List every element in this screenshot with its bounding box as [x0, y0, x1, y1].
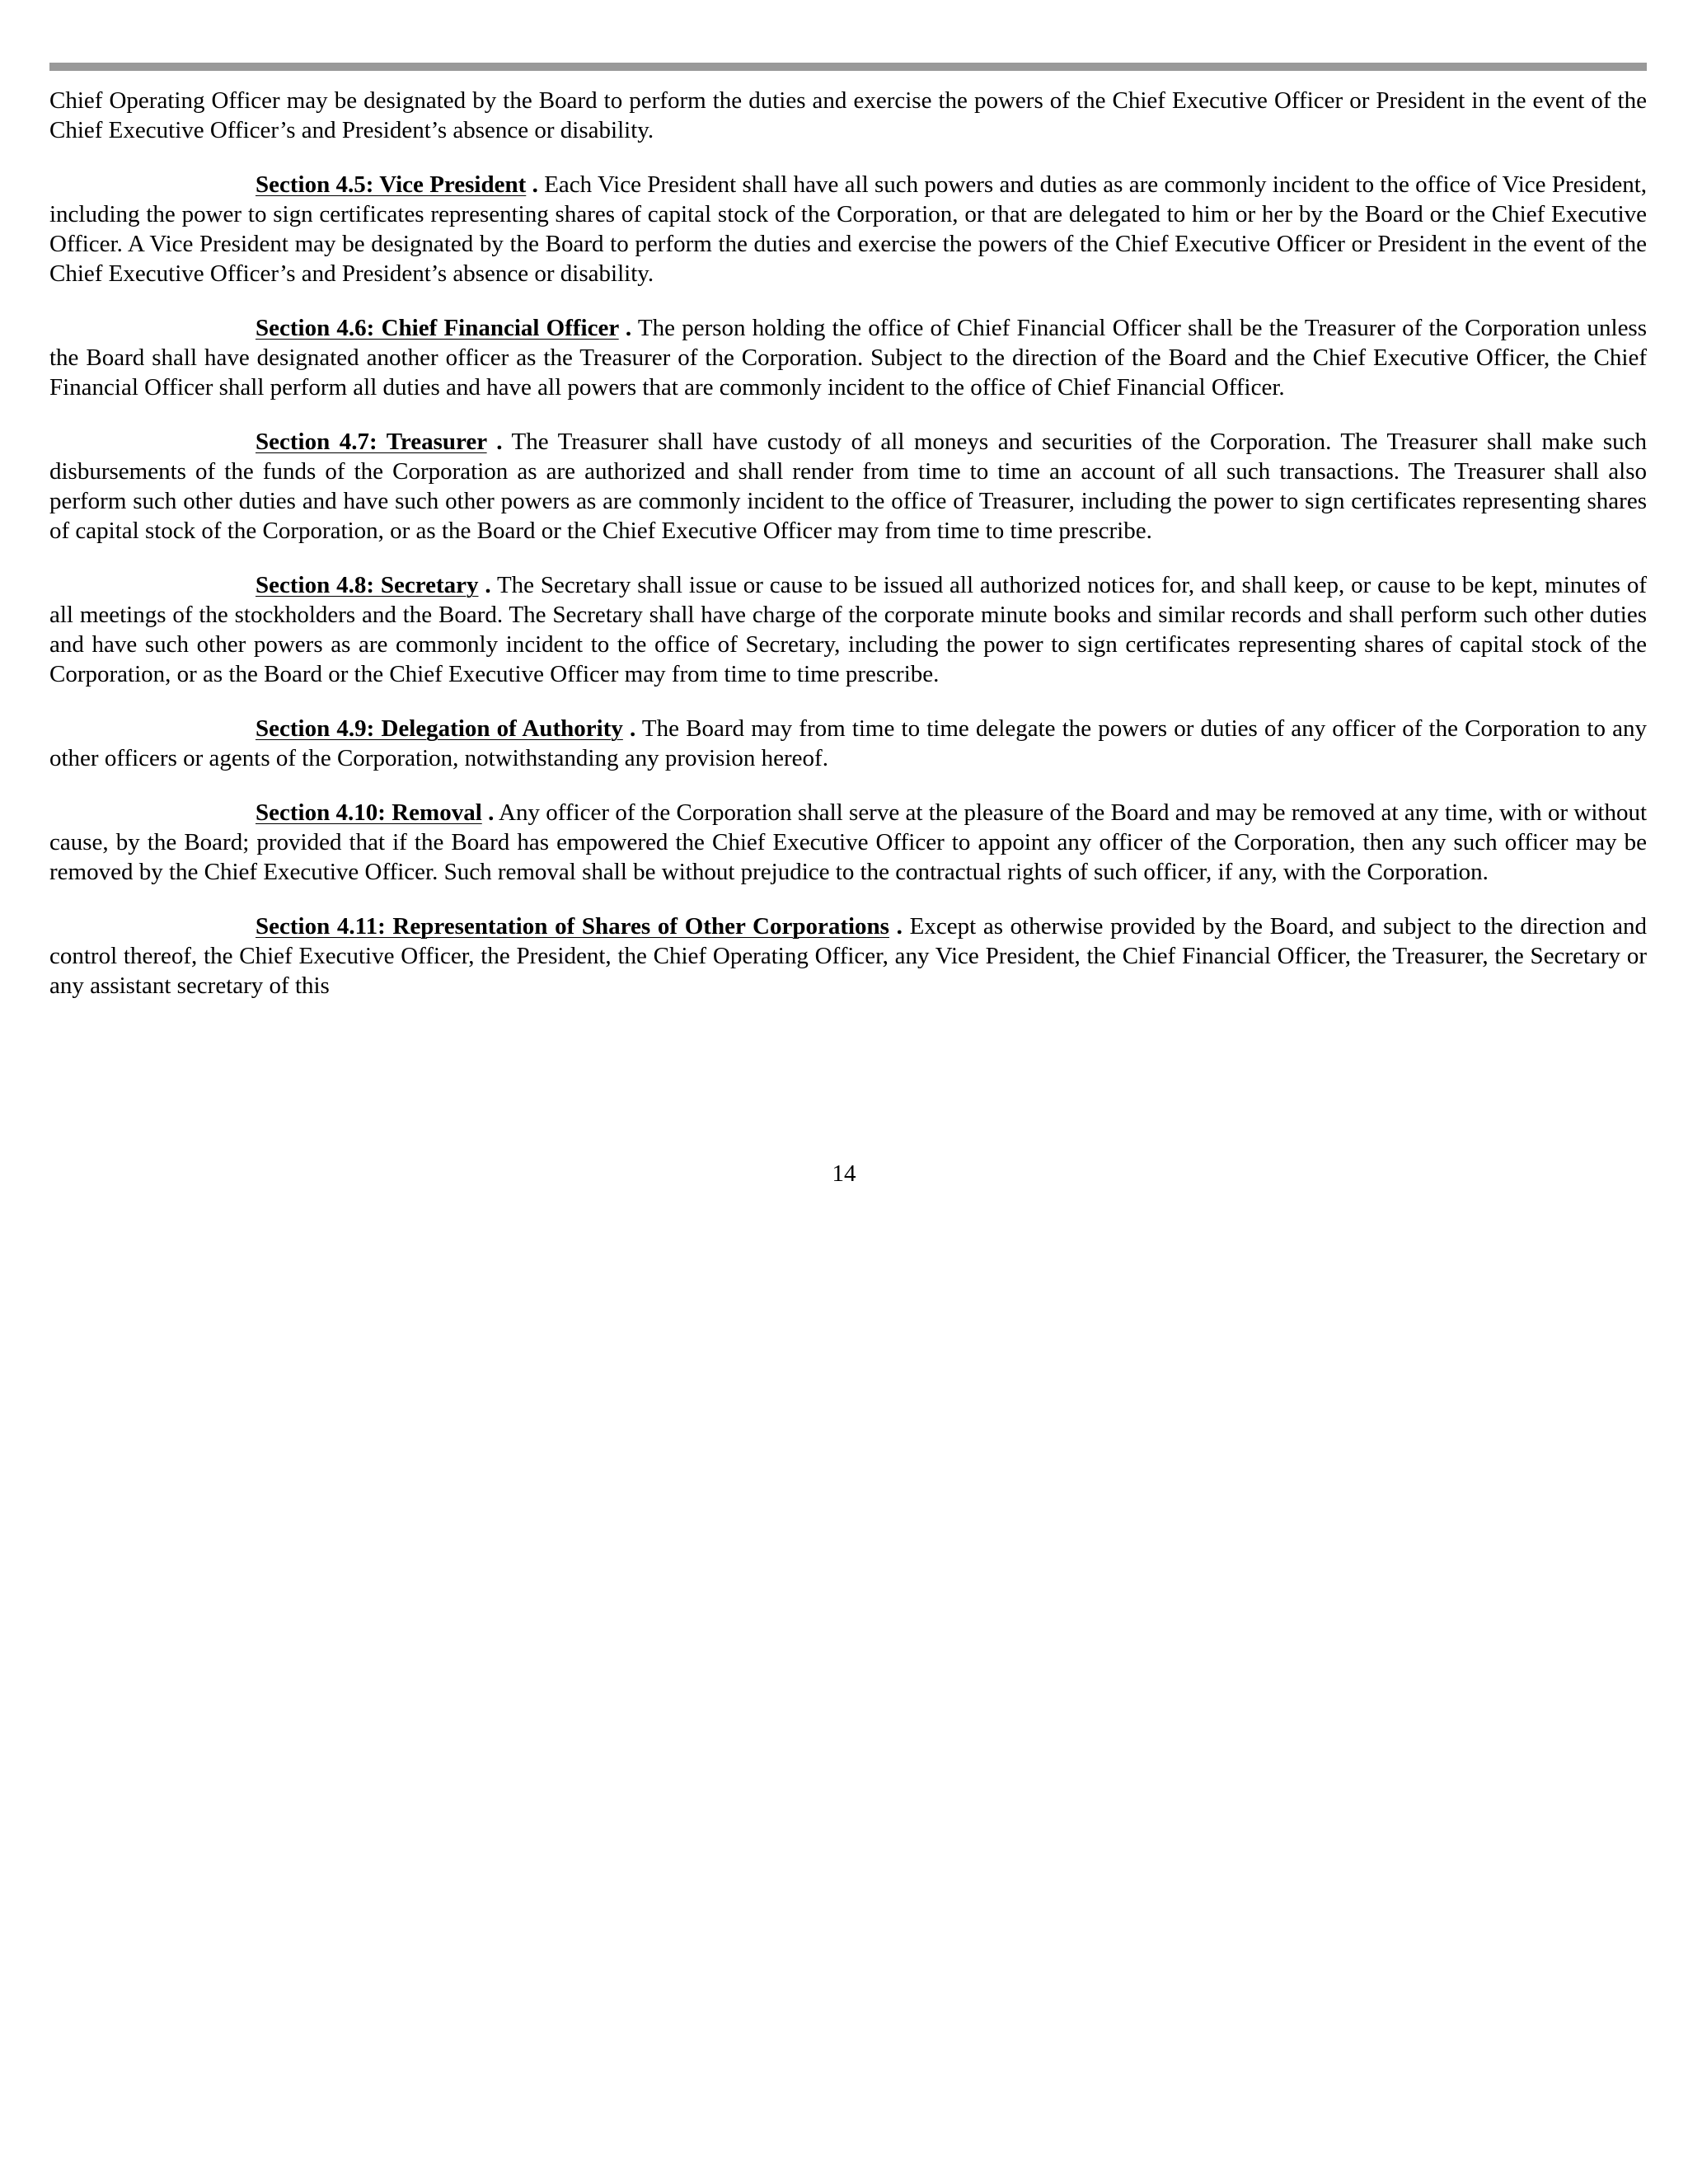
heading-period: .	[889, 913, 903, 940]
section-body: The Secretary shall issue or cause to be issued all authorized notices for, and shall keep, or cause to be kept, minutes of all meetings of the stockholders and the Board. The Secretary shall have charge of the corporate minute books and similar records and shall perform such other duties and have such other powers as are commonly incident to the office of Secretary, including the power to sign certificates representing shares of capital stock of the Corporation, or as the Board or the Chief Executive Officer may from time to time prescribe.	[49, 572, 1648, 687]
section-4-10	[49, 798, 1647, 887]
section-body: Except as otherwise provided by the Board, and subject to the direction and control thereof, the Chief Executive Officer, the President, the Chief Operating Officer, any Vice President, the Chief Financial Officer, the Treasurer, the Secretary or any assistant secretary of this	[49, 913, 1647, 999]
section-heading: Section 4.9: Delegation of Authority	[256, 715, 623, 742]
document-body	[49, 86, 1647, 1025]
section-heading: Section 4.11: Representation of Shares of Other Corporations	[256, 913, 889, 940]
section-heading: Section 4.8: Secretary	[256, 572, 479, 598]
section-4-7	[49, 427, 1647, 546]
section-body: The Board may from time to time delegate the powers or duties of any officer of the Corporation to any other officers or agents of the Corporation, notwithstanding any provision hereof.	[49, 715, 1648, 771]
heading-period: .	[486, 429, 503, 455]
section-body: Any officer of the Corporation shall serve at the pleasure of the Board and may be removed at any time, with or without cause, by the Board; provided that if the Board has empowered the Chief Executive Officer to appoint any officer of the Corporation, then any such officer may be removed by the Chief Executive Officer. Such removal shall be without prejudice to the contractual rights of such officer, if any, with the Corporation.	[49, 799, 1648, 885]
section-heading: Section 4.5: Vice President	[256, 171, 527, 198]
section-4-11	[49, 912, 1647, 1001]
page-number: 14	[832, 1160, 856, 1187]
continuation-paragraph: Chief Operating Officer may be designated by the Board to perform the duties and exercise the powers of the Chief Executive Officer or President in the event of the Chief Executive Officer’s and President’s absence or disability.	[49, 87, 1647, 143]
section-heading: Section 4.7: Treasurer	[256, 429, 487, 455]
section-body: The Treasurer shall have custody of all moneys and securities of the Corporation. The Treasurer shall make such disbursements of the funds of the Corporation as are authorized and shall render from time to time an account of all such transactions. The Treasurer shall also perform such other duties and have such other powers as are commonly incident to the office of Treasurer, including the power to sign certificates representing shares of capital stock of the Corporation, or as the Board or the Chief Executive Officer may from time to time prescribe.	[49, 429, 1648, 544]
heading-period: .	[481, 799, 495, 826]
section-4-5	[49, 170, 1647, 288]
section-heading: Section 4.10: Removal	[256, 799, 482, 826]
heading-period: .	[618, 315, 632, 341]
heading-period: .	[526, 171, 538, 198]
section-body: Each Vice President shall have all such powers and duties as are commonly incident to the office of Vice President, including the power to sign certificates representing shares of capital stock of the Corporation, or that are delegated to him or her by the Board or the Chief Executive Officer. A Vice President may be designated by the Board to perform the duties and exercise the powers of the Chief Executive Officer or President in the event of the Chief Executive Officer’s and President’s absence or disability.	[49, 171, 1648, 287]
section-4-6	[49, 313, 1647, 402]
section-body: The person holding the office of Chief Financial Officer shall be the Treasurer of the Corporation unless the Board shall have designated another officer as the Treasurer of the Corporation. Subject to the direction of the Board and the Chief Executive Officer, the Chief Financial Officer shall perform all duties and have all powers that are commonly incident to the office of Chief Financial Officer.	[49, 315, 1648, 401]
section-4-8	[49, 570, 1647, 689]
heading-period: .	[622, 715, 636, 742]
section-heading: Section 4.6: Chief Financial Officer	[256, 315, 619, 341]
section-4-9	[49, 714, 1647, 773]
top-rule	[49, 63, 1647, 71]
heading-period: .	[478, 572, 491, 598]
